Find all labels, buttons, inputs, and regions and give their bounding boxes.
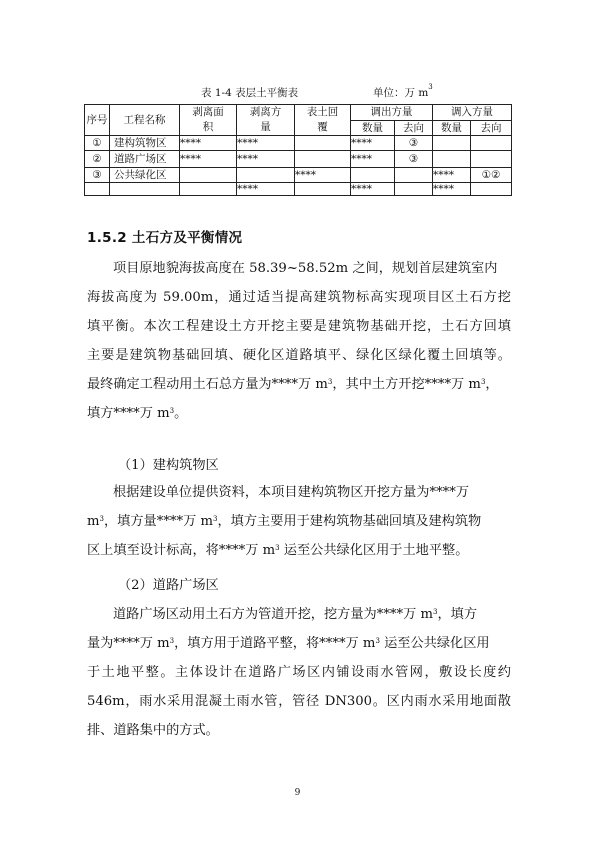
header-out-dest: 去向 bbox=[395, 120, 433, 136]
table-title: 表 1-4 表层土平衡表 bbox=[201, 87, 299, 99]
table-header-row bbox=[85, 105, 512, 121]
section-heading: 1.5.2 土石方及平衡情况 bbox=[87, 230, 243, 246]
page-number: 9 bbox=[294, 788, 301, 798]
table-caption bbox=[0, 85, 595, 101]
table-row: ① 建构筑物区 **** **** **** ③ bbox=[85, 136, 512, 151]
subheading-building-area: （1）建构筑物区 bbox=[118, 458, 219, 473]
subheading-road-plaza-area: （2）道路广场区 bbox=[118, 578, 219, 593]
table-unit: 单位：万 $m^3$ bbox=[373, 83, 433, 99]
paragraph-building-area: 根据建设单位提供资料，本项目建构筑物区开挖方量为****万 $m^3$，填方量****万 $m^3$，填方主要用于建构筑物基础回填及建构筑物 区上填至设计标高，将****万 $m^3$ 运至公共绿化区用于土地平整。 bbox=[87, 485, 482, 558]
earthwork-balance-table bbox=[84, 104, 512, 196]
header-strip-volume: 剥离方量 bbox=[237, 105, 295, 136]
table-row: ③ 公共绿化区 **** **** ①② bbox=[85, 168, 512, 183]
paragraph-road-plaza-area: 道路广场区动用土石方为管道开挖，挖方量为****万 $m^3$，填方 量为****万 $m^3$，填方用于道路平整，将****万 $m^3$ 运至公共绿化区用 于土地平整。主体设计在道路广场区内铺设雨水管网，敷设长度约 546m，雨水采用混凝土雨水管，管径 DN300。区内雨水采用地面散 排、道路集中的方式。 bbox=[87, 607, 511, 738]
header-in-source: 去向 bbox=[471, 120, 512, 136]
header-name: 工程名称 bbox=[110, 105, 180, 136]
header-out-group: 调出方量 bbox=[351, 105, 433, 121]
header-topsoil-cover: 表土回覆 bbox=[295, 105, 351, 136]
header-seq: 序号 bbox=[85, 105, 110, 136]
header-strip-area: 剥离面积 bbox=[180, 105, 237, 136]
table-total-row: **** **** **** bbox=[85, 183, 512, 196]
header-out-qty: 数量 bbox=[351, 120, 395, 136]
table-row: ② 道路广场区 **** **** **** ③ bbox=[85, 151, 512, 168]
header-in-group: 调入方量 bbox=[433, 105, 512, 121]
paragraph-overview: 项目原地貌海拔高度在 58.39~58.52m 之间，规划首层建筑室内 海拔高度为 59.00m，通过适当提高建筑物标高实现项目区土石方挖 填平衡。本次工程建设土方开挖主要是建筑物基础开挖，土石方回填 主要是建筑物基础回填、硬化区道路填平、绿化区绿化覆土回填等。 最终确定工程动用土石总方量为****万 $m^3$，其中土方开挖****万 $m^3$， 填方****万 $m^3$。 bbox=[87, 261, 511, 421]
header-in-qty: 数量 bbox=[433, 120, 471, 136]
